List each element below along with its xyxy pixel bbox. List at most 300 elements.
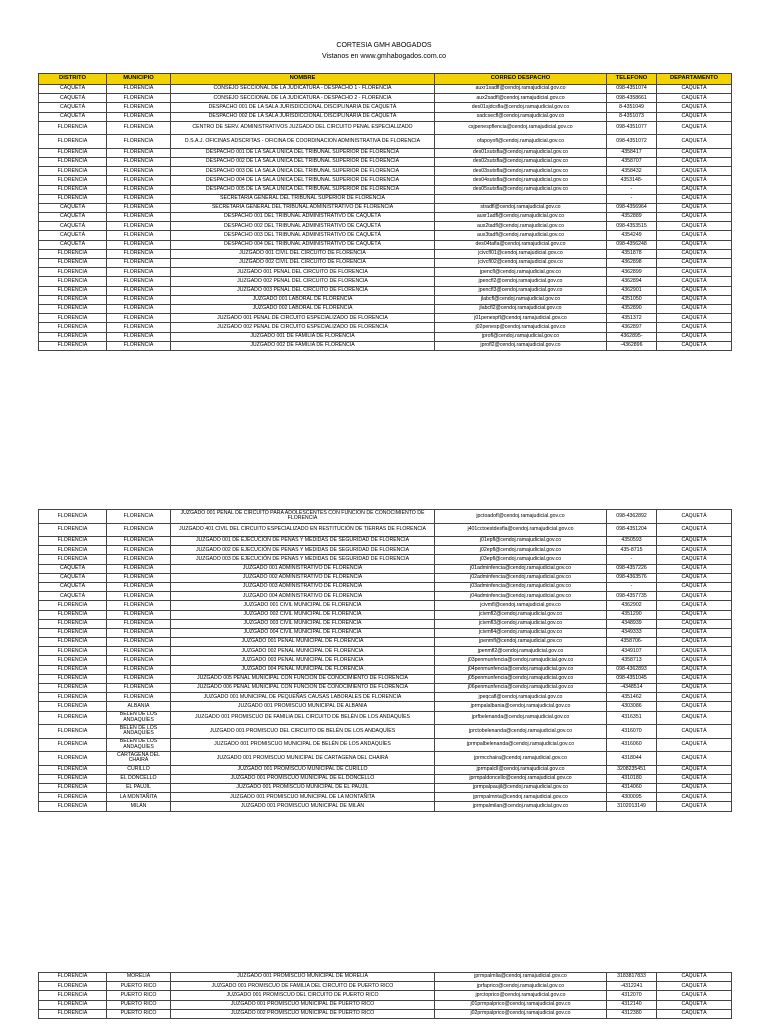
municipio-cell: FLORENCIA bbox=[107, 628, 171, 637]
distrito-cell: FLORENCIA bbox=[39, 176, 107, 185]
distrito-cell: FLORENCIA bbox=[39, 725, 107, 739]
distrito-cell: CAQUETÁ bbox=[39, 103, 107, 112]
nombre-cell: JUZGADO 001 CIVIL DEL CIRCUITO DE FLORENCIA bbox=[171, 249, 435, 258]
col-correo: CORREO DESPACHO bbox=[435, 74, 607, 85]
telefono-cell: -4362896 bbox=[607, 341, 657, 350]
departamento-cell: CAQUETÁ bbox=[657, 656, 732, 665]
municipio-cell: MORELIA bbox=[107, 973, 171, 982]
nombre-cell: JUZGADO 001 PROMISCUO DE FAMILIA DEL CIRCUITO DE PUERTO RICO bbox=[171, 982, 435, 991]
departamento-cell: CAQUETÁ bbox=[657, 112, 732, 121]
correo-cell: jprmpalalbania@cendoj.ramajudicial.gov.co bbox=[435, 702, 607, 711]
municipio-cell: FLORENCIA bbox=[107, 157, 171, 166]
municipio-cell: FLORENCIA bbox=[107, 314, 171, 323]
correo-cell: j02prmpalprico@cendoj.ramajudicial.gov.co bbox=[435, 1009, 607, 1018]
correo-cell: csjpenespflencia@cendoj.ramajudicial.gov.co bbox=[435, 121, 607, 135]
telefono-cell: 4358432 bbox=[607, 167, 657, 176]
municipio-cell: PUERTO RICO bbox=[107, 1009, 171, 1018]
distrito-cell: FLORENCIA bbox=[39, 286, 107, 295]
nombre-cell: JUZGADO 001 PROMISCUO MUNICIPAL DE EL PAUJIL bbox=[171, 783, 435, 792]
municipio-cell: FLORENCIA bbox=[107, 222, 171, 231]
correo-cell: j03penmunfencia@cendoj.ramajudicial.gov.co bbox=[435, 656, 607, 665]
departamento-cell: CAQUETÁ bbox=[657, 121, 732, 135]
telefono-cell: 098-4356964 bbox=[607, 203, 657, 212]
municipio-cell: FLORENCIA bbox=[107, 573, 171, 582]
telefono-cell: 4312140 bbox=[607, 1000, 657, 1009]
nombre-cell: JUZGADO 002 PENAL MUNICIPAL DE FLORENCIA bbox=[171, 647, 435, 656]
table-row bbox=[39, 213, 732, 222]
municipio-cell: FLORENCIA bbox=[107, 203, 171, 212]
table-row bbox=[39, 176, 732, 185]
telefono-cell: 4349333 bbox=[607, 628, 657, 637]
correo-cell: jprmcchaira@cendoj.ramajudicial.gov.co bbox=[435, 752, 607, 766]
telefono-cell: 098-4351072 bbox=[607, 135, 657, 149]
distrito-cell: CAQUETÁ bbox=[39, 231, 107, 240]
telefono-cell: 3102013149 bbox=[607, 802, 657, 811]
nombre-cell: DESPACHO 002 DEL TRIBUNAL ADMINISTRATIVO DE CAQUETÁ bbox=[171, 222, 435, 231]
table-row bbox=[39, 103, 732, 112]
correo-cell: jlabcfl@cendoj.ramajudicial.gov.co bbox=[435, 295, 607, 304]
nombre-cell: CONSEJO SECCIONAL DE LA JUDICATURA - DESPACHO 2 - FLORENCIA bbox=[171, 94, 435, 103]
nombre-cell: JUZGADO 003 CIVIL MUNICIPAL DE FLORENCIA bbox=[171, 619, 435, 628]
table-row bbox=[39, 167, 732, 176]
municipio-cell: FLORENCIA bbox=[107, 665, 171, 674]
table-row bbox=[39, 85, 732, 94]
distrito-cell: CAQUETÁ bbox=[39, 213, 107, 222]
correo-cell: j05penmunfencia@cendoj.ramajudicial.gov.co bbox=[435, 674, 607, 683]
correo-cell: jprmpaldoncello@cendoj.ramajudicial.gov.co bbox=[435, 774, 607, 783]
telefono-cell: 4310180 bbox=[607, 774, 657, 783]
table-row bbox=[39, 194, 732, 203]
distrito-cell: FLORENCIA bbox=[39, 555, 107, 564]
departamento-cell: CAQUETÁ bbox=[657, 85, 732, 94]
nombre-cell: JUZGADO 001 PROMISCUO MUNICIPAL DE MILÁN bbox=[171, 802, 435, 811]
nombre-cell: DESPACHO 002 DE LA SALA ÚNICA DEL TRIBUNAL SUPERIOR DE FLORENCIA bbox=[171, 157, 435, 166]
correo-cell: j02penesp@cendoj.ramajudicial.gov.co bbox=[435, 323, 607, 332]
municipio-cell: FLORENCIA bbox=[107, 148, 171, 157]
nombre-cell: JUZGADO 001 MUNICIPAL DE PEQUEÑAS CAUSAS LABORALES DE FLORENCIA bbox=[171, 693, 435, 702]
municipio-cell: FLORENCIA bbox=[107, 240, 171, 249]
table-row bbox=[39, 537, 732, 546]
municipio-cell: PUERTO RICO bbox=[107, 1000, 171, 1009]
municipio-cell: FLORENCIA bbox=[107, 537, 171, 546]
municipio-cell: FLORENCIA bbox=[107, 323, 171, 332]
table-row bbox=[39, 711, 732, 725]
correo-cell: jprctobelenanda@cendoj.ramajudicial.gov.co bbox=[435, 725, 607, 739]
municipio-cell: FLORENCIA bbox=[107, 693, 171, 702]
telefono-cell: 4362894 bbox=[607, 277, 657, 286]
municipio-cell: FLORENCIA bbox=[107, 85, 171, 94]
departamento-cell: CAQUETÁ bbox=[657, 323, 732, 332]
distrito-cell: FLORENCIA bbox=[39, 601, 107, 610]
nombre-cell: JUZGADO 002 PROMISCUO MUNICIPAL DE PUERTO RICO bbox=[171, 1009, 435, 1018]
correo-cell: jprmpalmnta@cendoj.ramajudicial.gov.co bbox=[435, 793, 607, 802]
distrito-cell: FLORENCIA bbox=[39, 295, 107, 304]
correo-cell: des02sutsfla@cendoj.ramajudicial.gov.co bbox=[435, 157, 607, 166]
table-row bbox=[39, 1009, 732, 1018]
nombre-cell: JUZGADO 002 CIVIL DEL CIRCUITO DE FLORENCIA bbox=[171, 259, 435, 268]
table-row bbox=[39, 203, 732, 212]
telefono-cell: - bbox=[607, 185, 657, 194]
correo-cell: jcivmfl4@cendoj.ramajudicial.gov.co bbox=[435, 628, 607, 637]
correo-cell bbox=[435, 194, 607, 203]
table-row bbox=[39, 121, 732, 135]
col-departamento: DEPARTAMENTO bbox=[657, 74, 732, 85]
departamento-cell: CAQUETÁ bbox=[657, 213, 732, 222]
telefono-cell: 3183817833 bbox=[607, 973, 657, 982]
table-row bbox=[39, 286, 732, 295]
nombre-cell: JUZGADO 001 PROMISCUO DE FAMILIA DEL CIRCUITO DE BELÉN DE LOS ANDAQUÍES bbox=[171, 711, 435, 725]
table-row bbox=[39, 738, 732, 752]
nombre-cell: CENTRO DE SERV. ADMINISTRATIVOS JUZGADO DEL CIRCUITO PENAL ESPECIALIZADO bbox=[171, 121, 435, 135]
nombre-cell: JUZGADO 002 DE EJECUCIÓN DE PENAS Y MEDIDAS DE SEGURIDAD DE FLORENCIA bbox=[171, 546, 435, 555]
municipio-cell: ALBANIA bbox=[107, 702, 171, 711]
nombre-cell: JUZGADO 001 PROMISCUO MUNICIPAL DE EL DONCELLO bbox=[171, 774, 435, 783]
departamento-cell: CAQUETÁ bbox=[657, 1009, 732, 1018]
table-row bbox=[39, 148, 732, 157]
telefono-cell: 4318044 bbox=[607, 752, 657, 766]
telefono-cell: 098-4362892 bbox=[607, 510, 657, 524]
nombre-cell: JUZGADO 003 PENAL MUNICIPAL DE FLORENCIA bbox=[171, 656, 435, 665]
distrito-cell: FLORENCIA bbox=[39, 619, 107, 628]
correo-cell: des01sjdcsfla@cendoj.ramajudicial.gov.co bbox=[435, 103, 607, 112]
correo-cell: des04sutsfla@cendoj.ramajudicial.gov.co bbox=[435, 176, 607, 185]
telefono-cell: 098-4357226 bbox=[607, 564, 657, 573]
telefono-cell: 4312380 bbox=[607, 1009, 657, 1018]
departamento-cell: CAQUETÁ bbox=[657, 802, 732, 811]
departamento-cell: CAQUETÁ bbox=[657, 619, 732, 628]
departamento-cell: CAQUETÁ bbox=[657, 647, 732, 656]
departamento-cell: CAQUETÁ bbox=[657, 628, 732, 637]
nombre-cell: JUZGADO 001 PENAL MUNICIPAL DE FLORENCIA bbox=[171, 638, 435, 647]
correo-cell: j02adminfencia@cendoj.ramajudicial.gov.co bbox=[435, 573, 607, 582]
telefono-cell: -4348514 bbox=[607, 684, 657, 693]
departamento-cell: CAQUETÁ bbox=[657, 94, 732, 103]
municipio-cell: FLORENCIA bbox=[107, 231, 171, 240]
departamento-cell: CAQUETÁ bbox=[657, 752, 732, 766]
departamento-cell: CAQUETÁ bbox=[657, 774, 732, 783]
telefono-cell: 4362901 bbox=[607, 286, 657, 295]
municipio-cell: FLORENCIA bbox=[107, 185, 171, 194]
correo-cell: des01sutsfla@cendoj.ramajudicial.gov.co bbox=[435, 148, 607, 157]
municipio-cell: FLORENCIA bbox=[107, 259, 171, 268]
correo-cell: j02epfl@cendoj.ramajudicial.gov.co bbox=[435, 546, 607, 555]
nombre-cell: JUZGADO 001 PROMISCUO MUNICIPAL DE ALBANIA bbox=[171, 702, 435, 711]
distrito-cell: FLORENCIA bbox=[39, 638, 107, 647]
table-row bbox=[39, 94, 732, 103]
telefono-cell: 098-4351074 bbox=[607, 85, 657, 94]
correo-cell: jprofl2@cendoj.ramajudicial.gov.co bbox=[435, 341, 607, 350]
correo-cell: j04adminfencia@cendoj.ramajudicial.gov.co bbox=[435, 592, 607, 601]
directory-table-1 bbox=[38, 73, 732, 351]
nombre-cell: JUZGADO 003 PENAL DEL CIRCUITO DE FLORENCIA bbox=[171, 286, 435, 295]
departamento-cell: CAQUETÁ bbox=[657, 249, 732, 258]
telefono-cell: - bbox=[607, 582, 657, 591]
nombre-cell: JUZGADO 001 PROMISCUO MUNICIPAL DE LA MONTAÑITA bbox=[171, 793, 435, 802]
table-row bbox=[39, 647, 732, 656]
municipio-cell: FLORENCIA bbox=[107, 103, 171, 112]
departamento-cell: CAQUETÁ bbox=[657, 973, 732, 982]
table-row bbox=[39, 774, 732, 783]
municipio-cell: PUERTO RICO bbox=[107, 982, 171, 991]
departamento-cell: CAQUETÁ bbox=[657, 523, 732, 537]
telefono-cell: 098-4353515 bbox=[607, 222, 657, 231]
distrito-cell: FLORENCIA bbox=[39, 774, 107, 783]
distrito-cell: FLORENCIA bbox=[39, 765, 107, 774]
departamento-cell: CAQUETÁ bbox=[657, 674, 732, 683]
telefono-cell: 098-4351204 bbox=[607, 523, 657, 537]
distrito-cell: CAQUETÁ bbox=[39, 564, 107, 573]
distrito-cell: FLORENCIA bbox=[39, 157, 107, 166]
correo-cell: j03epfl@cendoj.ramajudicial.gov.co bbox=[435, 555, 607, 564]
nombre-cell: JUZGADO 002 PENAL DEL CIRCUITO DE FLORENCIA bbox=[171, 277, 435, 286]
correo-cell: auxr1adfl@cendoj.ramajudicial.gov.co bbox=[435, 213, 607, 222]
correo-cell: jprctoprico@cendoj.ramajudicial.gov.co bbox=[435, 991, 607, 1000]
table-row bbox=[39, 314, 732, 323]
nombre-cell: DESPACHO 001 DEL TRIBUNAL ADMINISTRATIVO DE CAQUETÁ bbox=[171, 213, 435, 222]
nombre-cell: JUZGADO 001 PENAL DE CIRCUITO PARA ADOLESCENTES CON FUNCIÓN DE CONOCIMIENTO DE FLORENCIA bbox=[171, 510, 435, 524]
municipio-cell: FLORENCIA bbox=[107, 523, 171, 537]
telefono-cell: 4358417 bbox=[607, 148, 657, 157]
table-row bbox=[39, 793, 732, 802]
municipio-cell: FLORENCIA bbox=[107, 592, 171, 601]
nombre-cell: JUZGADO 002 CIVIL MUNICIPAL DE FLORENCIA bbox=[171, 610, 435, 619]
table-row bbox=[39, 112, 732, 121]
municipio-cell: FLORENCIA bbox=[107, 555, 171, 564]
nombre-cell: DESPACHO 003 DE LA SALA ÚNICA DEL TRIBUNAL SUPERIOR DE FLORENCIA bbox=[171, 167, 435, 176]
nombre-cell: JUZGADO 002 PENAL DE CIRCUITO ESPECIALIZADO DE FLORENCIA bbox=[171, 323, 435, 332]
departamento-cell: CAQUETÁ bbox=[657, 783, 732, 792]
distrito-cell: CAQUETÁ bbox=[39, 112, 107, 121]
correo-cell: j01penespfl@cendoj.ramajudicial.gov.co bbox=[435, 314, 607, 323]
telefono-cell: 4362897 bbox=[607, 323, 657, 332]
table-row bbox=[39, 1000, 732, 1009]
departamento-cell: CAQUETÁ bbox=[657, 231, 732, 240]
nombre-cell: JUZGADO 001 PROMISCUO MUNICIPAL DE CURILLO bbox=[171, 765, 435, 774]
distrito-cell: FLORENCIA bbox=[39, 249, 107, 258]
municipio-cell: FLORENCIA bbox=[107, 268, 171, 277]
distrito-cell: CAQUETÁ bbox=[39, 222, 107, 231]
municipio-cell: FLORENCIA bbox=[107, 176, 171, 185]
correo-cell: jcivmfl3@cendoj.ramajudicial.gov.co bbox=[435, 619, 607, 628]
table-row bbox=[39, 341, 732, 350]
nombre-cell: JUZGADO 004 ADMINISTRATIVO DE FLORENCIA bbox=[171, 592, 435, 601]
table-row bbox=[39, 973, 732, 982]
correo-cell: jcivcfl02@cendoj.ramajudicial.gov.co bbox=[435, 259, 607, 268]
nombre-cell: SECRETARIA GENERAL DEL TRIBUNAL SUPERIOR DE FLORENCIA bbox=[171, 194, 435, 203]
nombre-cell: JUZGADO 001 ADMINISTRATIVO DE FLORENCIA bbox=[171, 564, 435, 573]
municipio-cell: FLORENCIA bbox=[107, 647, 171, 656]
table-row bbox=[39, 638, 732, 647]
distrito-cell: FLORENCIA bbox=[39, 665, 107, 674]
correo-cell: jpencfl2@cendoj.ramajudicial.gov.co bbox=[435, 277, 607, 286]
distrito-cell: FLORENCIA bbox=[39, 783, 107, 792]
correo-cell: jprmpalpaujil@cendoj.ramajudicial.gov.co bbox=[435, 783, 607, 792]
telefono-cell: 4349107 bbox=[607, 647, 657, 656]
correo-cell: sadcsecfl@cendoj.ramajudicial.gov.co bbox=[435, 112, 607, 121]
distrito-cell: FLORENCIA bbox=[39, 304, 107, 313]
table-row bbox=[39, 268, 732, 277]
departamento-cell: CAQUETÁ bbox=[657, 582, 732, 591]
distrito-cell: CAQUETÁ bbox=[39, 85, 107, 94]
nombre-cell: JUZGADO 001 PROMISCUO DEL CIRCUITO DE PUERTO RICO bbox=[171, 991, 435, 1000]
telefono-cell: - bbox=[607, 555, 657, 564]
table-row bbox=[39, 656, 732, 665]
municipio-cell: FLORENCIA bbox=[107, 249, 171, 258]
table-row bbox=[39, 323, 732, 332]
table-row bbox=[39, 765, 732, 774]
telefono-cell: 098-4363576 bbox=[607, 573, 657, 582]
municipio-cell: FLORENCIA bbox=[107, 332, 171, 341]
telefono-cell: 4348939 bbox=[607, 619, 657, 628]
telefono-cell: 4316060 bbox=[607, 738, 657, 752]
nombre-cell: DESPACHO 003 DEL TRIBUNAL ADMINISTRATIVO DE CAQUETÁ bbox=[171, 231, 435, 240]
table-row bbox=[39, 725, 732, 739]
departamento-cell: CAQUETÁ bbox=[657, 103, 732, 112]
nombre-cell: SECRETARÍA GENERAL DEL TRIBUNAL ADMINISTRATIVO DE FLORENCIA bbox=[171, 203, 435, 212]
table-row bbox=[39, 665, 732, 674]
distrito-cell: FLORENCIA bbox=[39, 738, 107, 752]
correo-cell: jcivmfl2@cendoj.ramajudicial.gov.co bbox=[435, 610, 607, 619]
correo-cell: jprmpalbelenanda@cendoj.ramajudicial.gov.co bbox=[435, 738, 607, 752]
telefono-cell: 4350593 bbox=[607, 537, 657, 546]
telefono-cell: 4314060 bbox=[607, 783, 657, 792]
distrito-cell: FLORENCIA bbox=[39, 268, 107, 277]
telefono-cell: 4303086 bbox=[607, 702, 657, 711]
table-row bbox=[39, 295, 732, 304]
table-row bbox=[39, 693, 732, 702]
distrito-cell: FLORENCIA bbox=[39, 135, 107, 149]
municipio-cell: FLORENCIA bbox=[107, 94, 171, 103]
telefono-cell: 4351290 bbox=[607, 610, 657, 619]
col-municipio: MUNICIPIO bbox=[107, 74, 171, 85]
departamento-cell: CAQUETÁ bbox=[657, 203, 732, 212]
correo-cell: jprmpalmilan@cendoj.ramajudicial.gov.co bbox=[435, 802, 607, 811]
departamento-cell: CAQUETÁ bbox=[657, 157, 732, 166]
telefono-cell: 4352889 bbox=[607, 213, 657, 222]
correo-cell: jpeqcafl@cendoj.ramajudicial.gov.co bbox=[435, 693, 607, 702]
municipio-cell: FLORENCIA bbox=[107, 674, 171, 683]
nombre-cell: JUZGADO 001 PENAL DE CIRCUITO ESPECIALIZADO DE FLORENCIA bbox=[171, 314, 435, 323]
municipio-cell: FLORENCIA bbox=[107, 121, 171, 135]
departamento-cell: CAQUETÁ bbox=[657, 725, 732, 739]
telefono-cell: 4351050 bbox=[607, 295, 657, 304]
table-row bbox=[39, 802, 732, 811]
municipio-cell: LA MONTAÑITA bbox=[107, 793, 171, 802]
distrito-cell: FLORENCIA bbox=[39, 674, 107, 683]
nombre-cell: DESPACHO 004 DE LA SALA ÚNICA DEL TRIBUNAL SUPERIOR DE FLORENCIA bbox=[171, 176, 435, 185]
nombre-cell: JUZGADO 003 ADMINISTRATIVO DE FLORENCIA bbox=[171, 582, 435, 591]
municipio-cell: FLORENCIA bbox=[107, 135, 171, 149]
municipio-cell: FLORENCIA bbox=[107, 295, 171, 304]
departamento-cell: CAQUETÁ bbox=[657, 194, 732, 203]
distrito-cell: FLORENCIA bbox=[39, 332, 107, 341]
nombre-cell: JUZGADO 001 PROMISCUO DEL CIRCUITO DE BELÉN DE LOS ANDAQUÍES bbox=[171, 725, 435, 739]
distrito-cell: CAQUETÁ bbox=[39, 573, 107, 582]
table-row bbox=[39, 702, 732, 711]
nombre-cell: DESPACHO 002 DE LA SALA JURISDICCIONAL DISCIPLINARIA DE CAQUETÁ bbox=[171, 112, 435, 121]
distrito-cell: CAQUETÁ bbox=[39, 203, 107, 212]
municipio-cell: BELÉN DE LOS ANDAQUÍES bbox=[107, 738, 171, 752]
telefono-cell: 098-4362893 bbox=[607, 665, 657, 674]
nombre-cell: DESPACHO 001 DE LA SALA JURISDICCIONAL DISCIPLINARIA DE CAQUETÁ bbox=[171, 103, 435, 112]
telefono-cell: 4353148- bbox=[607, 176, 657, 185]
distrito-cell: FLORENCIA bbox=[39, 323, 107, 332]
municipio-cell: FLORENCIA bbox=[107, 564, 171, 573]
telefono-cell: 8-4351073 bbox=[607, 112, 657, 121]
table-row bbox=[39, 628, 732, 637]
telefono-cell: 098-4357735 bbox=[607, 592, 657, 601]
table-header-row bbox=[39, 74, 732, 85]
departamento-cell: CAQUETÁ bbox=[657, 793, 732, 802]
header-line-1: CORTESIA GMH ABOGADOS bbox=[336, 42, 432, 49]
distrito-cell: FLORENCIA bbox=[39, 510, 107, 524]
telefono-cell: 4352890 bbox=[607, 304, 657, 313]
distrito-cell: FLORENCIA bbox=[39, 684, 107, 693]
departamento-cell: CAQUETÁ bbox=[657, 711, 732, 725]
nombre-cell: JUZGADO 004 PENAL MUNICIPAL DE FLORENCIA bbox=[171, 665, 435, 674]
nombre-cell: JUZGADO 002 DE FAMILIA DE FLORENCIA bbox=[171, 341, 435, 350]
departamento-cell: CAQUETÁ bbox=[657, 546, 732, 555]
departamento-cell: CAQUETÁ bbox=[657, 537, 732, 546]
telefono-cell: - bbox=[607, 194, 657, 203]
nombre-cell: JUZGADO 001 DE FAMILIA DE FLORENCIA bbox=[171, 332, 435, 341]
telefono-cell: 4362895- bbox=[607, 332, 657, 341]
telefono-cell: 4362899 bbox=[607, 268, 657, 277]
correo-cell: jcivmfl@cendoj.ramajudicial.gov.co bbox=[435, 601, 607, 610]
distrito-cell: FLORENCIA bbox=[39, 546, 107, 555]
telefono-cell: 4316070 bbox=[607, 725, 657, 739]
table-row bbox=[39, 546, 732, 555]
departamento-cell: CAQUETÁ bbox=[657, 1000, 732, 1009]
municipio-cell: FLORENCIA bbox=[107, 546, 171, 555]
departamento-cell: CAQUETÁ bbox=[657, 601, 732, 610]
departamento-cell: CAQUETÁ bbox=[657, 286, 732, 295]
telefono-cell: 098-4351045 bbox=[607, 674, 657, 683]
table-row bbox=[39, 277, 732, 286]
departamento-cell: CAQUETÁ bbox=[657, 610, 732, 619]
distrito-cell: FLORENCIA bbox=[39, 693, 107, 702]
col-nombre: NOMBRE bbox=[171, 74, 435, 85]
municipio-cell: PUERTO RICO bbox=[107, 991, 171, 1000]
telefono-cell: -4312241 bbox=[607, 982, 657, 991]
correo-cell: j01adminfencia@cendoj.ramajudicial.gov.co bbox=[435, 564, 607, 573]
nombre-cell: JUZGADO 004 CIVIL MUNICIPAL DE FLORENCIA bbox=[171, 628, 435, 637]
document-header bbox=[0, 40, 768, 62]
table-row bbox=[39, 231, 732, 240]
correo-cell: jpenmfl@cendoj.ramajudicial.gov.co bbox=[435, 638, 607, 647]
col-telefono: TELEFONO bbox=[607, 74, 657, 85]
table-row bbox=[39, 510, 732, 524]
nombre-cell: JUZGADO 006 PENAL MUNICIPAL CON FUNCIÓN DE CONOCIMIENTO DE FLORENCIA bbox=[171, 684, 435, 693]
departamento-cell: CAQUETÁ bbox=[657, 259, 732, 268]
municipio-cell: FLORENCIA bbox=[107, 510, 171, 524]
departamento-cell: CAQUETÁ bbox=[657, 738, 732, 752]
distrito-cell: FLORENCIA bbox=[39, 1000, 107, 1009]
correo-cell: jprmpalcll@cendoj.ramajudicial.gov.co bbox=[435, 765, 607, 774]
nombre-cell: DESPACHO 004 DEL TRIBUNAL ADMINISTRATIVO DE CAQUETÁ bbox=[171, 240, 435, 249]
departamento-cell: CAQUETÁ bbox=[657, 185, 732, 194]
nombre-cell: CONSEJO SECCIONAL DE LA JUDICATURA - DESPACHO 1 - FLORENCIA bbox=[171, 85, 435, 94]
correo-cell: auxr1sadfl@cendoj.ramajudicial.gov.co bbox=[435, 85, 607, 94]
distrito-cell: FLORENCIA bbox=[39, 314, 107, 323]
table-row bbox=[39, 982, 732, 991]
municipio-cell: FLORENCIA bbox=[107, 341, 171, 350]
table-row bbox=[39, 332, 732, 341]
correo-cell: j06penmunfencia@cendoj.ramajudicial.gov.co bbox=[435, 684, 607, 693]
table-row bbox=[39, 619, 732, 628]
municipio-cell: FLORENCIA bbox=[107, 277, 171, 286]
correo-cell: jprofl@cendoj.ramajudicial.gov.co bbox=[435, 332, 607, 341]
